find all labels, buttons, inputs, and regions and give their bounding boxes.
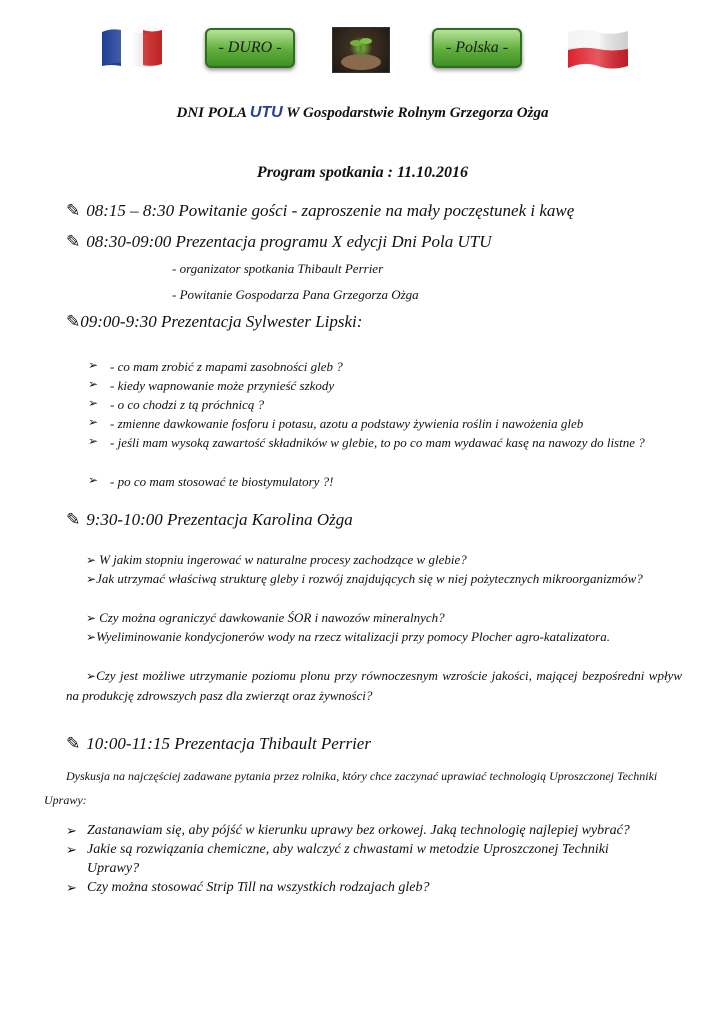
perrier-question: Zastanawiam się, aby pójść w kierunku uprawy bez orkowej. Jaką technologię najlepiej wybrać? bbox=[87, 823, 630, 838]
arrow-bullet-icon: ➢ bbox=[88, 473, 99, 487]
list-item: - o co chodzi z tą próchnicą ? bbox=[110, 397, 265, 412]
ozga-question: ➢ Czy można ograniczyć dawkowanie ŚOR i nawozów mineralnych? bbox=[66, 608, 682, 628]
arrow-bullet-icon: ➢ bbox=[88, 415, 99, 429]
arrow-bullet-icon: ➢ bbox=[66, 823, 77, 838]
arrow-bullet-icon: ➢ bbox=[86, 630, 97, 644]
sub-item: - organizator spotkania Thibault Perrier bbox=[172, 261, 384, 276]
agenda-item-welcome: ✎ 08:15 – 8:30 Powitanie gości - zaproszenie na mały poczęstunek i kawę bbox=[66, 201, 575, 220]
program-heading: Program spotkania : 11.10.2016 bbox=[256, 164, 469, 181]
polska-badge: - Polska - bbox=[432, 28, 522, 68]
pencil-icon: ✎ bbox=[66, 734, 81, 753]
arrow-bullet-icon: ➢ bbox=[86, 611, 100, 625]
agenda-item-lipski: ✎09:00-9:30 Prezentacja Sylwester Lipski: bbox=[66, 312, 363, 331]
list-item: - jeśli mam wysoką zawartość składników w glebie, to po co mam wydawać kasę na nawozy do listne ? bbox=[110, 435, 645, 450]
arrow-bullet-icon: ➢ bbox=[88, 358, 99, 372]
french-flag-icon bbox=[100, 26, 164, 70]
arrow-bullet-icon: ➢ bbox=[88, 377, 99, 391]
pencil-icon: ✎ bbox=[66, 201, 81, 220]
arrow-bullet-icon: ➢ bbox=[86, 572, 97, 586]
agenda-item-program: ✎ 08:30-09:00 Prezentacja programu X edycji Dni Pola UTU bbox=[66, 232, 492, 251]
arrow-bullet-icon: ➢ bbox=[66, 842, 77, 857]
perrier-intro: Dyskusja na najczęściej zadawane pytania przez rolnika, który chce zaczynać uprawiać technologią Uproszczonej Techniki Uprawy: bbox=[44, 769, 658, 807]
list-item: - zmienne dawkowanie fosforu i potasu, azotu a podstawy żywienia roślin i nawożenia gleb bbox=[110, 416, 584, 431]
arrow-bullet-icon: ➢ bbox=[88, 396, 99, 410]
list-item: - po co mam stosować te biostymulatory ?! bbox=[110, 474, 334, 489]
perrier-question: Jakie są rozwiązania chemiczne, aby walczyć z chwastami w metodzie Uproszczonej Techniki Uprawy? bbox=[87, 842, 609, 876]
ozga-question: ➢Czy jest możliwe utrzymanie poziomu plonu przy równoczesnym wzroście jakości, mającej bezpośredni wpływ na produkcję zdrowszych pasz dla zwierząt oraz żywności? bbox=[66, 668, 682, 703]
ozga-question: ➢ W jakim stopniu ingerować w naturalne procesy zachodzące w glebie? bbox=[66, 550, 682, 570]
agenda-item-perrier: ✎ 10:00-11:15 Prezentacja Thibault Perrier bbox=[66, 734, 371, 753]
event-title: DNI POLA UTU W Gospodarstwie Rolnym Grzegorza Ożga bbox=[176, 104, 549, 121]
ozga-question: ➢Jak utrzymać właściwą strukturę gleby i rozwój znajdujących się w niej pożytecznych mikroorganizmów? bbox=[66, 569, 682, 589]
ozga-question: ➢Wyeliminowanie kondycjonerów wody na rzecz witalizacji przy pomocy Plocher agro-katalizatora. bbox=[66, 627, 682, 647]
arrow-bullet-icon: ➢ bbox=[86, 669, 97, 683]
list-item: - kiedy wapnowanie może przynieść szkody bbox=[110, 378, 335, 393]
arrow-bullet-icon: ➢ bbox=[88, 434, 99, 448]
pencil-icon: ✎ bbox=[66, 510, 81, 529]
duro-badge: - DURO - bbox=[205, 28, 295, 68]
agenda-item-ozga: ✎ 9:30-10:00 Prezentacja Karolina Ożga bbox=[66, 510, 353, 529]
pencil-icon: ✎ bbox=[66, 312, 81, 331]
perrier-question: Czy można stosować Strip Till na wszystkich rodzajach gleb? bbox=[87, 880, 430, 895]
seedling-photo bbox=[332, 27, 390, 73]
sub-item: - Powitanie Gospodarza Pana Grzegorza Ożga bbox=[172, 287, 419, 302]
list-item: - co mam zrobić z mapami zasobności gleb ? bbox=[110, 359, 343, 374]
plant-in-hands-icon bbox=[333, 28, 389, 72]
pencil-icon: ✎ bbox=[66, 232, 81, 251]
arrow-bullet-icon: ➢ bbox=[66, 880, 77, 895]
polish-flag-icon bbox=[566, 28, 630, 72]
arrow-bullet-icon: ➢ bbox=[86, 553, 100, 567]
